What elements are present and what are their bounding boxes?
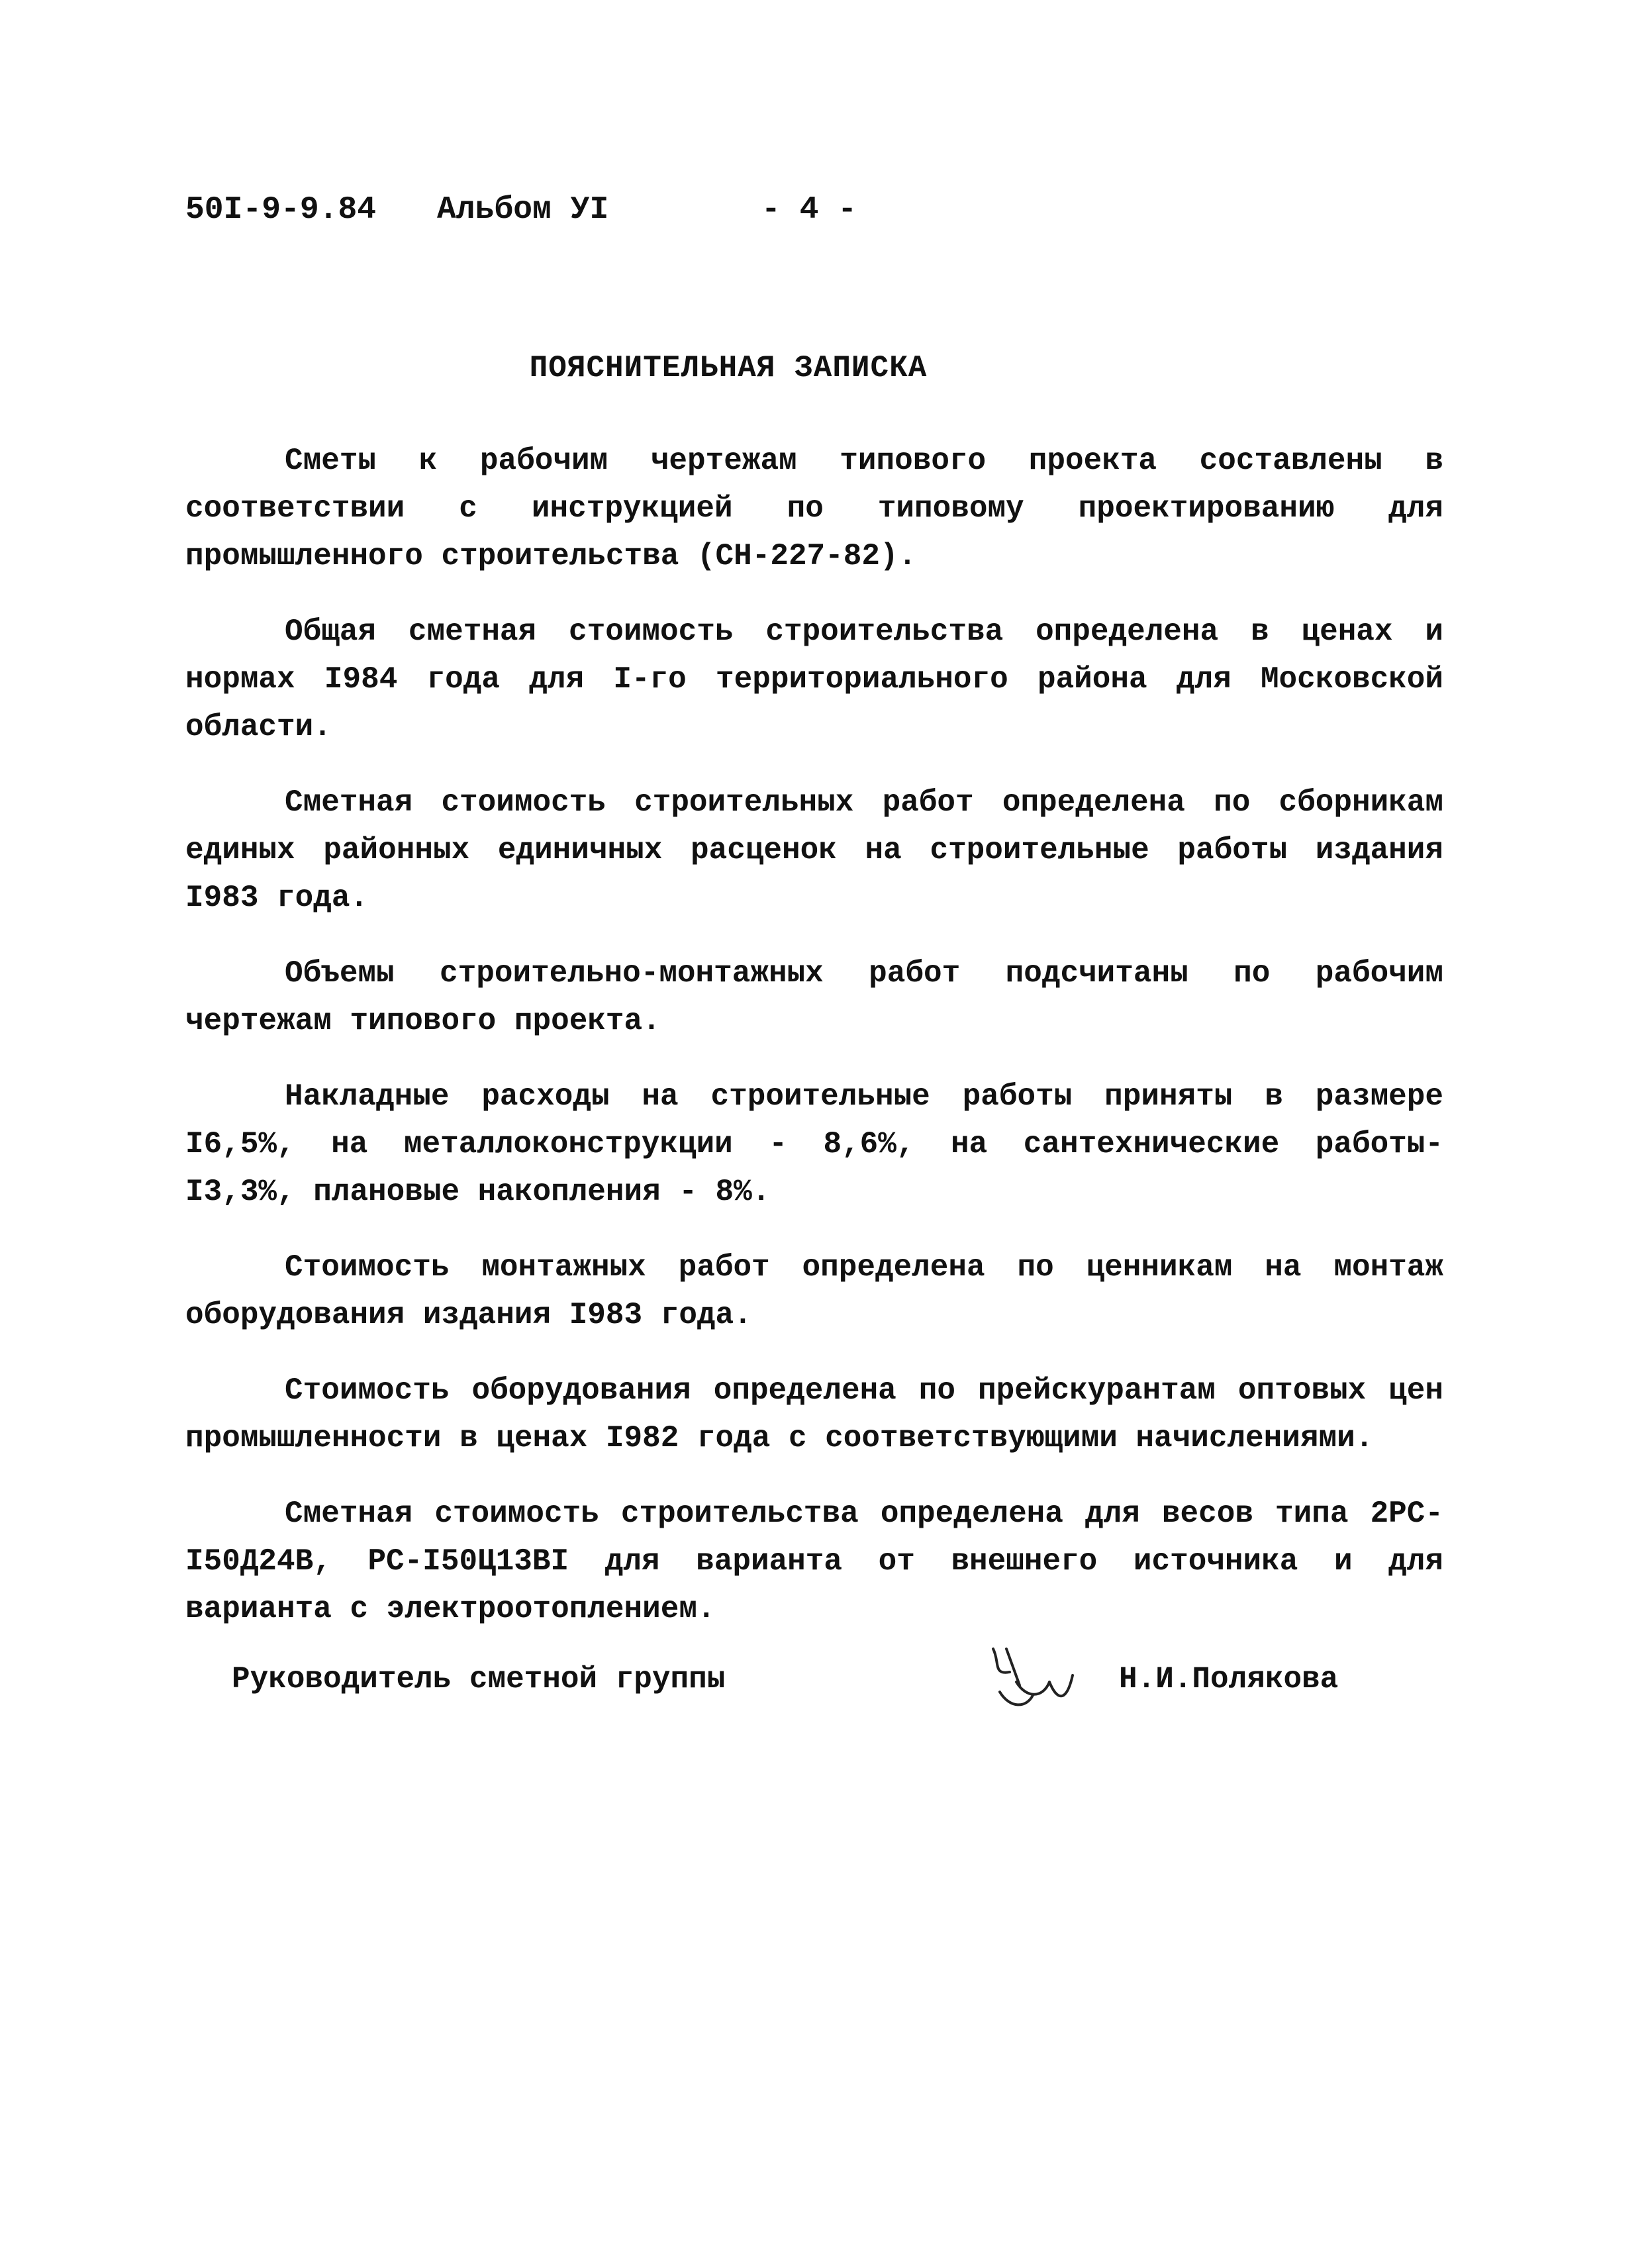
document-title: ПОЯСНИТЕЛЬНАЯ ЗАПИСКА bbox=[529, 351, 928, 385]
document-body bbox=[185, 437, 1443, 1661]
paragraph: Сметная стоимость строительных работ определена по сборникам единых районных единичных расценок на строительные работы издания I983 года. bbox=[185, 785, 1443, 915]
paragraph: Стоимость оборудования определена по прейскурантам оптовых цен промышленности в ценах I982 года с соответствующими начислениями. bbox=[185, 1373, 1443, 1455]
paragraph: Объемы строительно-монтажных работ подсчитаны по рабочим чертежам типового проекта. bbox=[185, 956, 1443, 1038]
paragraph: Накладные расходы на строительные работы приняты в размере I6,5%, на металлоконструкции - 8,6%, на сантехнические работы- I3,3%, плановые накопления - 8%. bbox=[185, 1079, 1443, 1209]
paragraph: Стоимость монтажных работ определена по ценникам на монтаж оборудования издания I983 года. bbox=[185, 1250, 1443, 1332]
signature-block bbox=[232, 1649, 1424, 1755]
signatory-role: Руководитель сметной группы bbox=[232, 1662, 726, 1697]
paragraph: Сметы к рабочим чертежам типового проекта составлены в соответствии с инструкцией по типовому проектированию для промышленного строительства (СН-227-82). bbox=[185, 444, 1443, 573]
signatory-name: Н.И.Полякова bbox=[1119, 1662, 1339, 1697]
page-number: - 4 - bbox=[761, 192, 857, 228]
handwritten-signature bbox=[980, 1636, 1079, 1722]
paragraph: Сметная стоимость строительства определена для весов типа 2РС-I50Д24В, РС-I50Ц13ВI для варианта от внешнего источника и для варианта с электроотоплением. bbox=[185, 1497, 1443, 1626]
document-code: 50I-9-9.84 bbox=[185, 192, 377, 228]
album-label: Альбом УI bbox=[437, 192, 609, 228]
paragraph: Общая сметная стоимость строительства определена в ценах и нормах I984 года для I-го территориального района для Московской области. bbox=[185, 615, 1443, 744]
